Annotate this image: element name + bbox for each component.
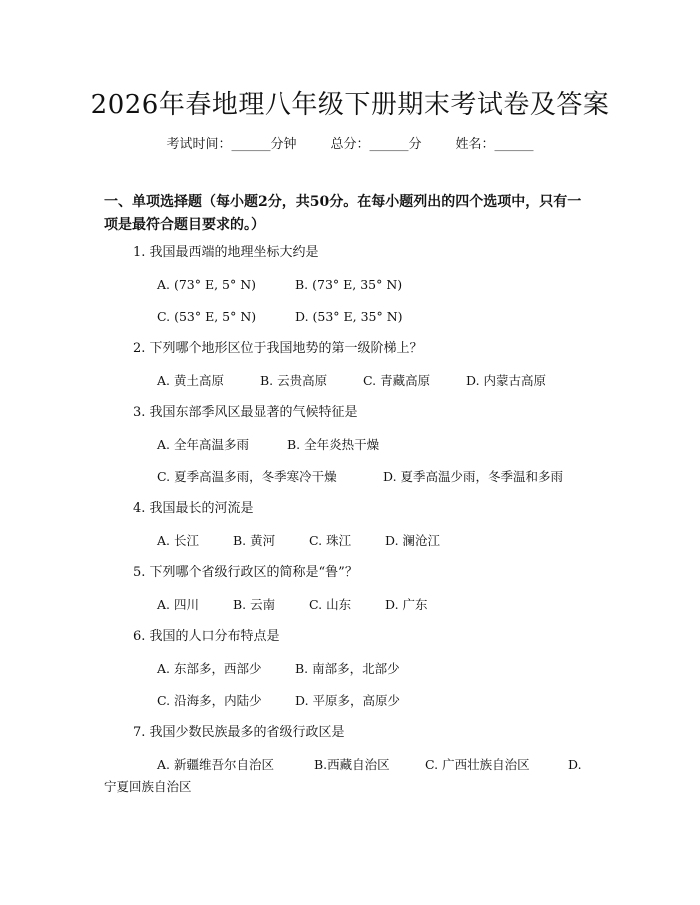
question-stem: 7. 我国少数民族最多的省级行政区是: [133, 725, 345, 740]
option: C. (53° E, 5° N): [157, 309, 257, 324]
option: D. 广东: [385, 597, 428, 612]
option: D. 内蒙古高原: [466, 373, 547, 388]
option: B.西藏自治区: [314, 757, 390, 772]
question-stem: 3. 我国东部季风区最显著的气候特征是: [133, 405, 358, 420]
option-row: [157, 308, 597, 326]
option: C. 夏季高温多雨，冬季寒冷干燥: [157, 469, 337, 484]
option-row: [157, 660, 597, 678]
option: D. (53° E, 35° N): [295, 309, 403, 324]
option: C. 山东: [309, 597, 352, 612]
option: A. 长江: [157, 533, 199, 548]
option-row: [157, 436, 597, 454]
option: A. 全年高温多雨: [157, 437, 249, 452]
option: B. 云南: [233, 597, 276, 612]
exam-meta: [0, 133, 700, 152]
section-heading: 一、单项选择题（每小题2分，共50分。在每小题列出的四个选项中，只有一项是最符合题目要求的。）: [104, 194, 582, 233]
option: B. 全年炎热干燥: [287, 437, 380, 452]
option: C. 珠江: [309, 533, 352, 548]
option: A. 黄土高原: [157, 373, 224, 388]
option: C. 广西壮族自治区: [425, 757, 530, 772]
option: A. 东部多，西部少: [157, 661, 262, 676]
option-row: [157, 756, 597, 774]
option: A. (73° E, 5° N): [157, 277, 257, 292]
option: C. 沿海多，内陆少: [157, 693, 262, 708]
question-stem: 4. 我国最长的河流是: [133, 501, 254, 516]
option: A. 新疆维吾尔自治区: [157, 757, 274, 772]
option: D. 澜沧江: [385, 533, 441, 548]
page-title: 2026年春地理八年级下册期末考试卷及答案: [90, 90, 610, 120]
option: B. 黄河: [233, 533, 276, 548]
question-stem: 1. 我国最西端的地理坐标大约是: [133, 245, 319, 260]
option-row: [157, 372, 597, 390]
option-row: [157, 596, 597, 614]
option: C. 青藏高原: [363, 373, 431, 388]
exam-time-field: 考试时间：______分钟: [166, 137, 297, 152]
question-stem: 5. 下列哪个省级行政区的简称是“鲁”？: [133, 565, 358, 580]
option: B. 云贵高原: [260, 373, 328, 388]
option: D. 夏季高温少雨，冬季温和多雨: [383, 469, 564, 484]
option-row: [157, 276, 597, 294]
option-row: [157, 532, 597, 550]
question-stem: 6. 我国的人口分布特点是: [133, 629, 280, 644]
option: B. (73° E, 35° N): [295, 277, 403, 292]
option: D.: [568, 757, 582, 772]
total-score-field: 总分：______分: [330, 137, 422, 152]
option-row: [157, 468, 597, 486]
option-continuation: 宁夏回族自治区: [104, 779, 192, 794]
option: D. 平原多，高原少: [295, 693, 401, 708]
option: A. 四川: [157, 597, 199, 612]
option: B. 南部多，北部少: [295, 661, 400, 676]
student-name-field: 姓名：______: [455, 137, 534, 152]
option-row: [157, 692, 597, 710]
question-stem: 2. 下列哪个地形区位于我国地势的第一级阶梯上？: [133, 341, 423, 356]
